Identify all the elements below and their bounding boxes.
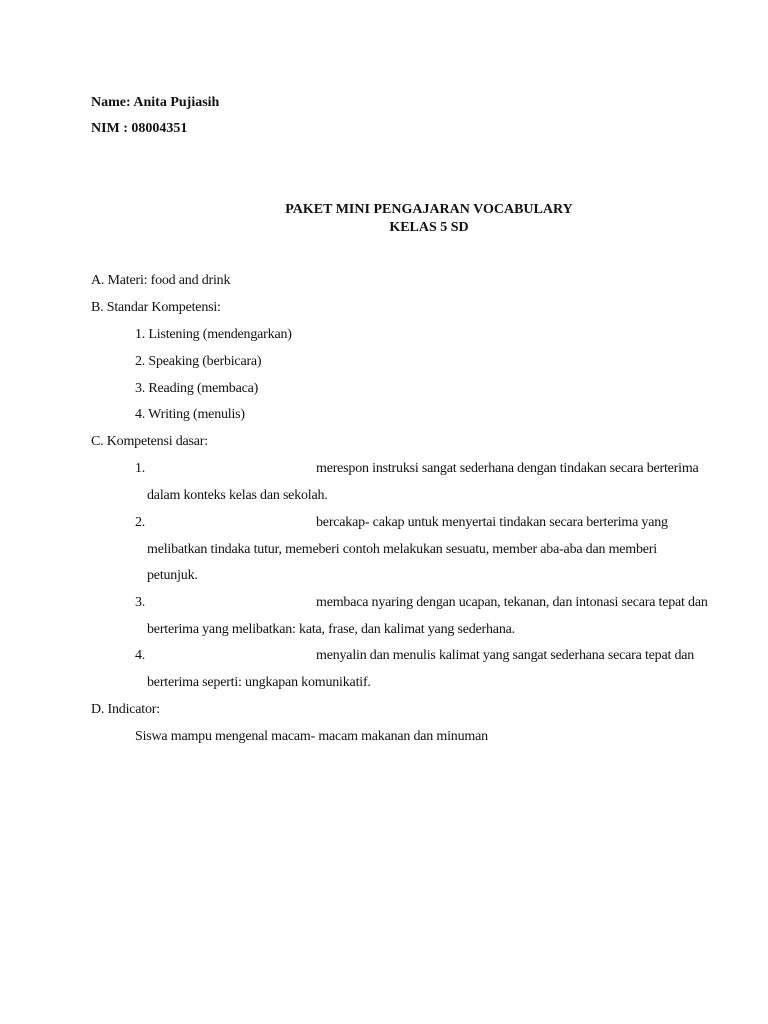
kd-item-3-line1: membaca nyaring dengan ucapan, tekanan, dan intonasi secara tepat dan xyxy=(316,595,708,610)
student-nim: NIM : 08004351 xyxy=(91,121,188,136)
kd-item-1-line2: dalam konteks kelas dan sekolah. xyxy=(147,488,328,503)
kd-item-1-line1: merespon instruksi sangat sederhana dengan tindakan secara berterima xyxy=(316,461,699,476)
section-a-materi: A. Materi: food and drink xyxy=(91,273,231,288)
kd-item-2-number: 2. xyxy=(135,515,146,530)
section-d-label: D. Indicator: xyxy=(91,702,160,717)
kd-item-4-line2: berterima seperti: ungkapan komunikatif. xyxy=(147,675,371,690)
competency-item-speaking: 2. Speaking (berbicara) xyxy=(135,354,262,369)
kd-item-4-number: 4. xyxy=(135,648,146,663)
kd-item-2-line2: melibatkan tindaka tutur, memeberi contoh melakukan sesuatu, member aba-aba dan memberi xyxy=(147,542,657,557)
competency-item-writing: 4. Writing (menulis) xyxy=(135,407,245,422)
kd-item-1-number: 1. xyxy=(135,461,146,476)
kd-item-3-line2: berterima yang melibatkan: kata, frase, dan kalimat yang sederhana. xyxy=(147,622,515,637)
document-title: PAKET MINI PENGAJARAN VOCABULARY xyxy=(285,202,573,217)
kd-item-4-line1: menyalin dan menulis kalimat yang sangat sederhana secara tepat dan xyxy=(316,648,695,663)
kd-item-2-line1: bercakap- cakap untuk menyertai tindakan secara berterima yang xyxy=(316,515,668,530)
section-c-label: C. Kompetensi dasar: xyxy=(91,434,208,449)
section-b-label: B. Standar Kompetensi: xyxy=(91,300,221,315)
competency-item-listening: 1. Listening (mendengarkan) xyxy=(135,327,292,342)
competency-item-reading: 3. Reading (membaca) xyxy=(135,381,259,396)
student-name: Name: Anita Pujiasih xyxy=(91,95,220,110)
kd-item-2-line3: petunjuk. xyxy=(147,568,198,583)
indicator-text: Siswa mampu mengenal macam- macam makanan dan minuman xyxy=(135,729,488,744)
document-subtitle: KELAS 5 SD xyxy=(389,220,469,235)
kd-item-3-number: 3. xyxy=(135,595,146,610)
